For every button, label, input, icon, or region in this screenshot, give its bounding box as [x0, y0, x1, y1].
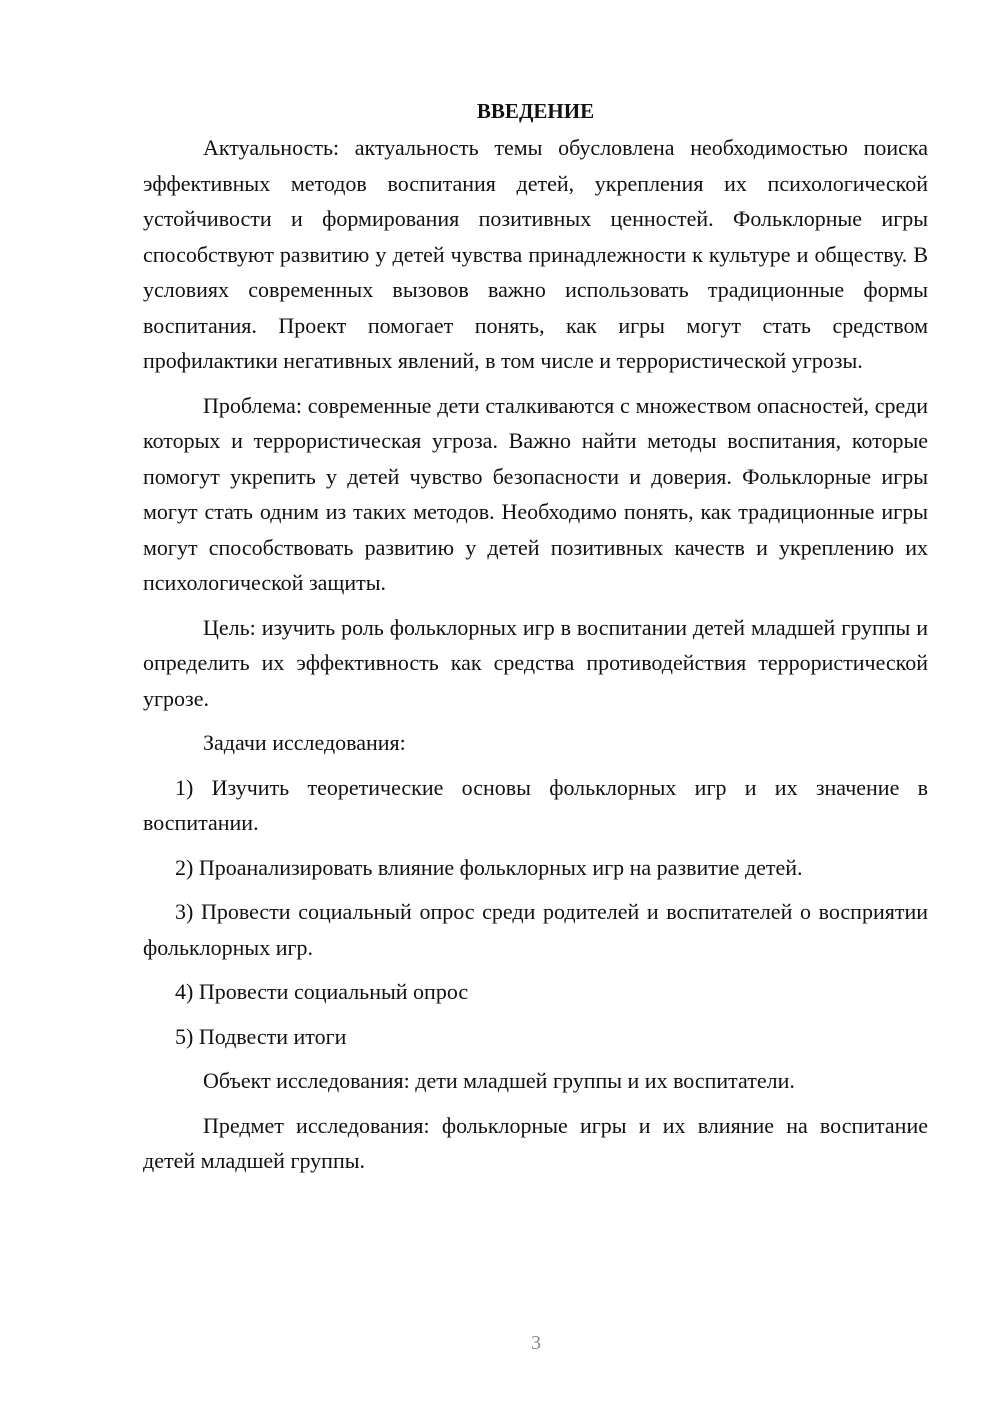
page-body [143, 96, 928, 1188]
task-item-5: 5) Подвести итоги [175, 1023, 347, 1049]
tasks-intro-paragraph: Задачи исследования: [203, 730, 406, 755]
task-item-4: 4) Провести социальный опрос [175, 979, 469, 1004]
page-number: 3 [531, 1332, 541, 1354]
goal-paragraph: Цель: изучить роль фольклорных игр в воспитании детей младшей группы и определить их эффективность как средства противодействия террористической угрозе. [143, 614, 928, 711]
task-item-3: 3) Провести социальный опрос среди родителей и воспитателей о восприятии фольклорных игр. [143, 899, 928, 960]
subject-paragraph: Предмет исследования: фольклорные игры и их влияние на воспитание детей младшей группы. [143, 1112, 928, 1173]
task-item-1: 1) Изучить теоретические основы фольклорных игр и их значение в воспитании. [143, 774, 928, 835]
problem-paragraph: Проблема: современные дети сталкиваются с множеством опасностей, среди которых и террористическая угроза. Важно найти методы воспитания, которые помогут укрепить у детей чувство безопасности и доверия. Фольклорные игры могут стать одним из таких методов. Необходимо понять, как традиционные игры могут способствовать развитию у детей позитивных качеств и укреплению их психологической защиты. [143, 392, 928, 595]
object-paragraph: Объект исследования: дети младшей группы и их воспитатели. [203, 1068, 795, 1093]
task-item-2: 2) Проанализировать влияние фольклорных игр на развитие детей. [175, 854, 803, 880]
relevance-paragraph: Актуальность: актуальность темы обусловлена необходимостью поиска эффективных методов воспитания детей, укрепления их психологической устойчивости и формирования позитивных ценностей. Фольклорные игры способствуют развитию у детей чувства принадлежности к культуре и обществу. В условиях современных вызовов важно использовать традиционные формы воспитания. Проект помогает понять, как игры могут стать средством профилактики негативных явлений, в том числе и террористической угрозы. [143, 135, 928, 373]
section-heading: ВВЕДЕНИЕ [476, 99, 595, 123]
